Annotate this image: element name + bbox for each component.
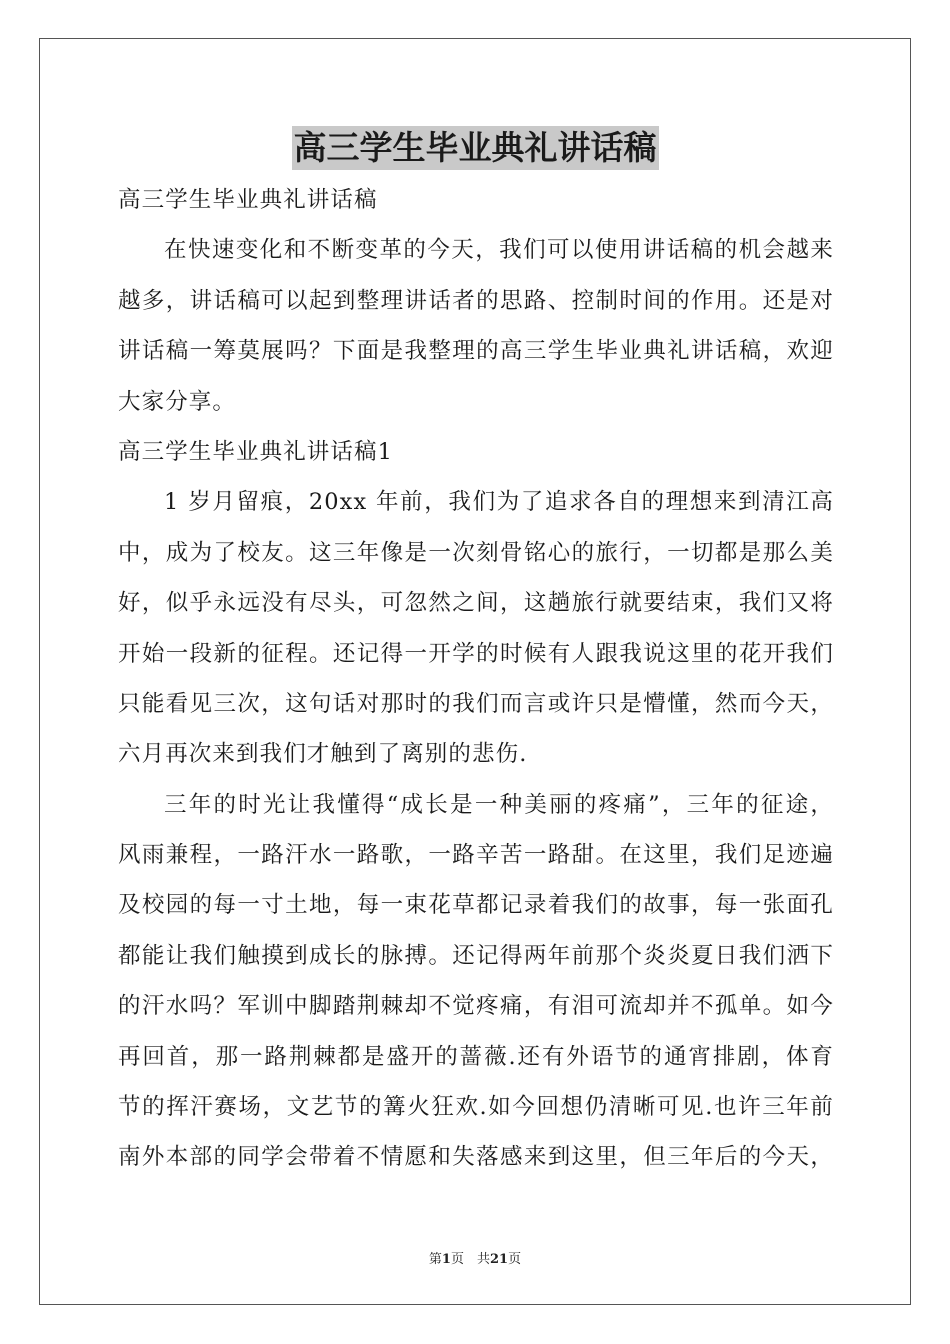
paragraph-line: 大家分享。 [118,388,237,415]
page-label-prefix: 第 [428,1252,442,1267]
section-heading: 高三学生毕业典礼讲话稿 [118,187,378,213]
paragraph-line: 讲话稿一筹莫展吗？下面是我整理的高三学生毕业典礼讲话稿，欢迎 [118,338,834,365]
current-page-number: 1 [441,1252,451,1267]
paragraph-line: 的汗水吗？军训中脚踏荆棘却不觉疼痛，有泪可流却并不孤单。如今 [118,993,834,1020]
paragraph-line: 南外本部的同学会带着不情愿和失落感来到这里，但三年后的今天， [118,1144,834,1171]
paragraph-line: 都能让我们触摸到成长的脉搏。还记得两年前那个炎炎夏日我们洒下 [118,942,834,969]
paragraph-line: 好，似乎永远没有尽头，可忽然之间，这趟旅行就要结束，我们又将 [118,590,834,617]
paragraph-line: 只能看见三次，这句话对那时的我们而言或许只是懵懂，然而今天， [118,690,834,717]
page-label-mid: 页 共 [450,1252,490,1267]
document-body [118,175,834,1183]
section-heading: 高三学生毕业典礼讲话稿1 [118,438,394,465]
paragraph-line: 三年的时光让我懂得“成长是一种美丽的疼痛”，三年的征途， [164,791,834,818]
paragraph-line: 再回首，那一路荆棘都是盛开的蔷薇.还有外语节的通宵排剧，体育 [118,1043,834,1070]
paragraph-line: 越多，讲话稿可以起到整理讲话者的思路、控制时间的作用。还是对 [118,287,834,314]
total-page-count: 21 [489,1252,509,1267]
paragraph-line: 在快速变化和不断变革的今天，我们可以使用讲话稿的机会越来 [164,237,834,264]
page-footer [0,1248,950,1267]
paragraph-line: 及校园的每一寸土地，每一束花草都记录着我们的故事，每一张面孔 [118,892,834,919]
page-label-suffix: 页 [508,1252,522,1267]
document-title: 高三学生毕业典礼讲话稿 [292,126,659,170]
paragraph-line: 中，成为了校友。这三年像是一次刻骨铭心的旅行，一切都是那么美 [118,539,834,566]
paragraph-line: 开始一段新的征程。还记得一开学的时候有人跟我说这里的花开我们 [118,640,834,667]
title-wrap [0,126,950,170]
paragraph-line: 节的挥汗赛场，文艺节的篝火狂欢.如今回想仍清晰可见.也许三年前 [118,1094,834,1121]
paragraph-line: 风雨兼程，一路汗水一路歌，一路辛苦一路甜。在这里，我们足迹遍 [118,842,834,869]
paragraph-line: 六月再次来到我们才触到了离别的悲伤. [118,741,528,768]
paragraph-line: 1 岁月留痕，20xx 年前，我们为了追求各自的理想来到清江高 [164,489,834,516]
